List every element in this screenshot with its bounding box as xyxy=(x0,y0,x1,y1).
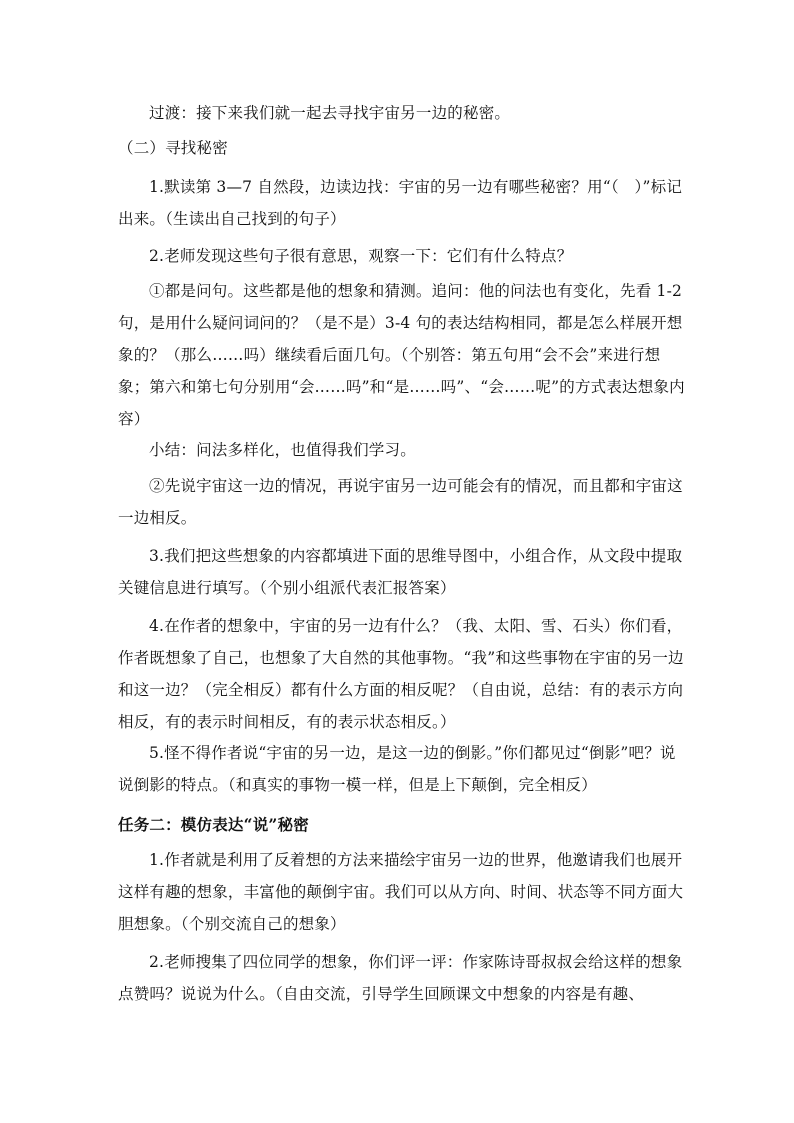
task-2-heading: 任务二：模仿表达“说”秘密 xyxy=(118,815,309,834)
paragraph-step-5: 5.怪不得作者说“宇宙的另一边，是这一边的倒影。”你们都见过“倒影”吧？说说倒影的特点。（和真实的事物一模一样，但是上下颠倒，完全相反） xyxy=(118,744,676,794)
paragraph-point-1: ①都是问句。这些都是他的想象和猜测。追问：他的问法也有变化，先看 1-2 句，是用什么疑问词问的？（是不是）3-4 句的表达结构相同，都是怎么样展开想象的？（那么……吗）继续看后面几句。（个别答：第五句用“会不会”来进行想象；第六和第七句分别用“会……吗”和“是……吗”、“会……呢”的方式表达想象内容） xyxy=(118,282,685,428)
paragraph-task2-step-1: 1.作者就是利用了反着想的方法来描绘宇宙另一边的世界，他邀请我们也展开这样有趣的想象，丰富他的颠倒宇宙。我们可以从方向、时间、状态等不同方面大胆想象。（个别交流自己的想象） xyxy=(118,851,684,933)
paragraph-task2-step-2: 2.老师搜集了四位同学的想象，你们评一评：作家陈诗哥叔叔会给这样的想象点赞吗？说说为什么。（自由交流，引导学生回顾课文中想象的内容是有趣、 xyxy=(118,953,683,1003)
paragraph-summary: 小结：问法多样化，也值得我们学习。 xyxy=(149,441,416,459)
section-heading-find-secrets: （二）寻找秘密 xyxy=(118,139,228,157)
paragraph-step-3: 3.我们把这些想象的内容都填进下面的思维导图中，小组合作，从文段中提取关键信息进行填写。（个别小组派代表汇报答案） xyxy=(118,547,683,597)
paragraph-step-4: 4.在作者的想象中，宇宙的另一边有什么？（我、太阳、雪、石头）你们看，作者既想象了自己，也想象了大自然的其他事物。“我”和这些事物在宇宙的另一边和这一边？（完全相反）都有什么方面的相反呢？（自由说，总结：有的表示方向相反，有的表示时间相反，有的表示状态相反。） xyxy=(118,617,684,731)
paragraph-step-1: 1.默读第 3—7 自然段，边读边找：宇宙的另一边有哪些秘密？用“（ ）”标记出来。（生读出自己找到的句子） xyxy=(118,178,683,228)
paragraph-step-2: 2.老师发现这些句子很有意思，观察一下：它们有什么特点？ xyxy=(149,247,573,265)
paragraph-point-2: ②先说宇宙这一边的情况，再说宇宙另一边可能会有的情况，而且都和宇宙这一边相反。 xyxy=(118,477,683,527)
paragraph-transition: 过渡：接下来我们就一起去寻找宇宙另一边的秘密。 xyxy=(149,104,511,122)
